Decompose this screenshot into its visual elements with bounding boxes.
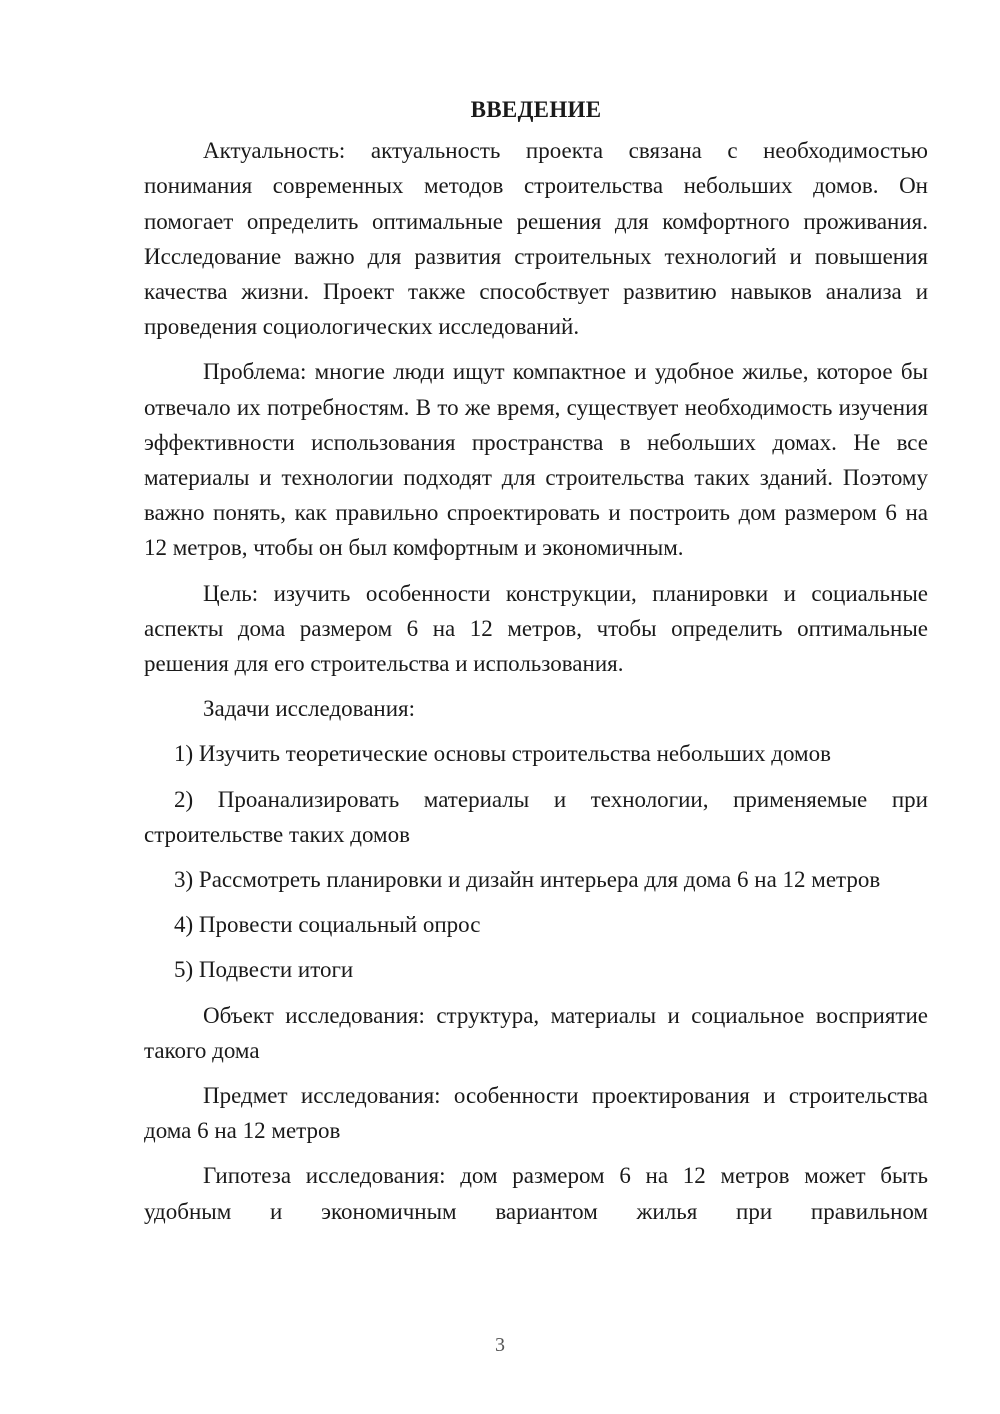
paragraph-problem: Проблема: многие люди ищут компактное и удобное жилье, которое бы отвечало их потребностям. В то же время, существует необходимость изучения эффективности использования пространства в небольших домах. Не все материалы и технологии подходят для строительства таких зданий. Поэтому важно понять, как правильно спроектировать и построить дом размером 6 на 12 метров, чтобы он был комфортным и экономичным. xyxy=(144,359,928,561)
paragraph-subject: Предмет исследования: особенности проектирования и строительства дома 6 на 12 метров xyxy=(144,1083,928,1144)
task-item-3: 3) Рассмотреть планировки и дизайн интерьера для дома 6 на 12 метров xyxy=(174,867,881,893)
paragraph-hypothesis: Гипотеза исследования: дом размером 6 на 12 метров может быть удобным и экономичным вариантом жилья при правильном xyxy=(144,1163,928,1224)
paragraph-relevance: Актуальность: актуальность проекта связана с необходимостью понимания современных методов строительства небольших домов. Он помогает определить оптимальные решения для комфортного проживания. Исследование важно для развития строительных технологий и повышения качества жизни. Проект также способствует развитию навыков анализа и проведения социологических исследований. xyxy=(144,138,928,340)
page-number: 3 xyxy=(495,1334,505,1356)
section-heading: ВВЕДЕНИЕ xyxy=(470,97,602,122)
tasks-title: Задачи исследования: xyxy=(203,696,416,722)
page-content xyxy=(144,92,928,1239)
paragraph-goal: Цель: изучить особенности конструкции, планировки и социальные аспекты дома размером 6 на 12 метров, чтобы определить оптимальные решения для его строительства и использования. xyxy=(144,580,928,677)
paragraph-object: Объект исследования: структура, материалы и социальное восприятие такого дома xyxy=(144,1002,928,1063)
task-item-4: 4) Провести социальный опрос xyxy=(174,912,481,938)
task-item-2: 2) Проанализировать материалы и технологии, применяемые при строительстве таких домов xyxy=(144,786,928,847)
task-item-5: 5) Подвести итоги xyxy=(174,957,354,983)
task-item-1: 1) Изучить теоретические основы строительства небольших домов xyxy=(174,741,831,767)
